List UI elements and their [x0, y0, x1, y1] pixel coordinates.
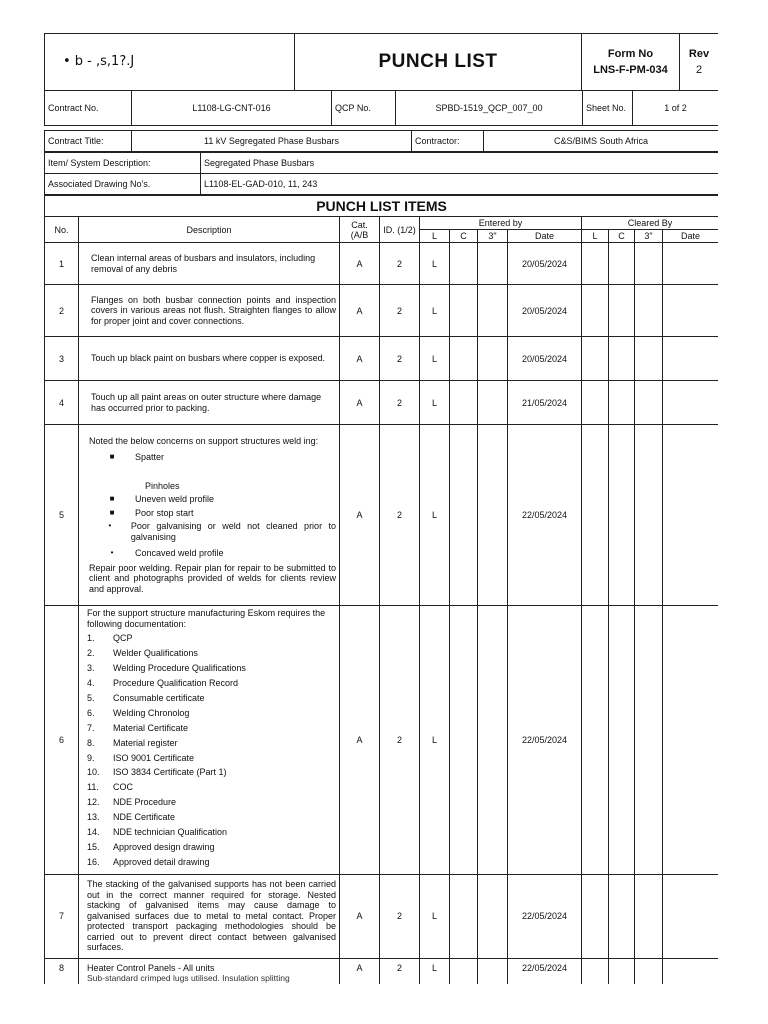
bullet-icon: ■	[109, 507, 115, 517]
col-description: Description	[79, 217, 340, 243]
list-item	[87, 693, 336, 704]
item-description	[79, 425, 340, 606]
item-entered-c	[450, 337, 478, 381]
list-number: 15.	[87, 841, 100, 852]
contract-info-table	[44, 90, 718, 126]
col-cleared-c: C	[609, 230, 635, 243]
list-item	[87, 708, 336, 719]
item-entered-3	[478, 606, 508, 875]
item-cleared-l	[582, 606, 609, 875]
item-entered-3	[478, 874, 508, 958]
item-entered-date: 21/05/2024	[508, 381, 582, 425]
item-id: 2	[380, 381, 420, 425]
list-number: 10.	[87, 767, 100, 778]
item-description: Clean internal areas of busbars and insulators, including removal of any debris	[79, 243, 340, 285]
item-description	[79, 958, 340, 984]
item-entered-l: L	[420, 958, 450, 984]
col-entered-c: C	[450, 230, 478, 243]
item-entered-l: L	[420, 606, 450, 875]
item-cleared-c	[609, 958, 635, 984]
item-cleared-3	[635, 285, 663, 337]
item-entered-3	[478, 285, 508, 337]
col-cleared-3: 3"	[635, 230, 663, 243]
item-entered-date: 22/05/2024	[508, 606, 582, 875]
list-item	[87, 723, 336, 734]
list-item-text: Welder Qualifications	[113, 648, 198, 659]
item-entered-c	[450, 381, 478, 425]
item-cleared-c	[609, 425, 635, 606]
item-description-label: Item/ System Description:	[45, 153, 201, 174]
list-item-text: Uneven weld profile	[135, 494, 215, 505]
item-category: A	[340, 425, 380, 606]
item-id: 2	[380, 243, 420, 285]
list-item	[87, 678, 336, 689]
item-category: A	[340, 243, 380, 285]
item-entered-date: 22/05/2024	[508, 874, 582, 958]
list-item-text: Welding Procedure Qualifications	[113, 663, 246, 674]
list-number: 9.	[87, 752, 95, 763]
list-item-text: Consumable certificate	[113, 692, 205, 703]
rev-value: 2	[695, 64, 703, 76]
list-item	[89, 521, 336, 542]
item-entered-l: L	[420, 874, 450, 958]
bullet-icon: •	[108, 521, 112, 531]
item-entered-l: L	[420, 425, 450, 606]
item-entered-3	[478, 958, 508, 984]
item-cleared-c	[609, 606, 635, 875]
list-item-text: Poor stop start	[135, 507, 194, 518]
punch-items-table	[44, 195, 718, 984]
list-number: 16.	[87, 856, 100, 867]
list-number: 12.	[87, 797, 100, 808]
list-item	[87, 663, 336, 674]
list-item	[87, 842, 336, 853]
item-entered-3	[478, 337, 508, 381]
item-cleared-date	[663, 958, 719, 984]
item-cleared-3	[635, 243, 663, 285]
item-entered-l: L	[420, 285, 450, 337]
list-item-text: Material register	[113, 737, 178, 748]
documentation-intro: For the support structure manufacturing Eskom requires the following documentation:	[87, 608, 326, 629]
contract-title-label: Contract Title:	[45, 131, 132, 152]
company-logo: • b - ,s,1?.J	[45, 34, 295, 91]
item-cleared-c	[609, 243, 635, 285]
col-cleared-date: Date	[663, 230, 719, 243]
item-id: 2	[380, 958, 420, 984]
contract-no-value: L1108-LG-CNT-016	[132, 91, 332, 126]
item-description: The stacking of the galvanised supports has not been carried out in the correct manner required for storage. Nested stacking of galvanised items may cause damage to galvanised surfaces due to metal to metal contact. Proper protected transport packaging methodologies should be carried out to prevent direct contact between galvanised surfaces.	[79, 874, 340, 958]
item-entered-l: L	[420, 243, 450, 285]
item-cleared-date	[663, 285, 719, 337]
contract-no-label: Contract No.	[45, 91, 132, 126]
table-row	[45, 381, 719, 425]
item-cleared-3	[635, 958, 663, 984]
weld-repair-note: Repair poor welding. Repair plan for repair to be submitted to client and photographs provided of welds for clients review and approval.	[89, 562, 336, 594]
item-cleared-l	[582, 425, 609, 606]
list-item-text: ISO 3834 Certificate (Part 1)	[113, 767, 227, 778]
table-row	[45, 874, 719, 958]
list-item	[87, 738, 336, 749]
list-number: 13.	[87, 812, 100, 823]
drawing-label: Associated Drawing No's.	[45, 174, 201, 195]
item-number: 2	[45, 285, 79, 337]
list-item-text: Poor galvanising or weld not cleaned prior to galvanising	[130, 521, 336, 542]
list-item-text: Concaved weld profile	[135, 548, 224, 559]
item-number: 5	[45, 425, 79, 606]
item-cleared-l	[582, 243, 609, 285]
list-item	[87, 753, 336, 764]
item-cleared-date	[663, 381, 719, 425]
list-number: 11.	[87, 782, 99, 793]
item-cleared-date	[663, 425, 719, 606]
bullet-icon: ■	[109, 452, 115, 462]
item-cleared-l	[582, 381, 609, 425]
list-item	[87, 767, 336, 778]
sheet-no-label: Sheet No.	[583, 91, 633, 126]
col-id: ID. (1/2)	[380, 217, 420, 243]
item-cleared-c	[609, 874, 635, 958]
list-number: 4.	[87, 678, 95, 689]
item-number: 4	[45, 381, 79, 425]
item-description: Flanges on both busbar connection points and inspection covers in various areas not flush. Straighten flanges to allow for proper joint and cover connections.	[79, 285, 340, 337]
weld-concern-list	[89, 452, 336, 559]
col-cleared-l: L	[582, 230, 609, 243]
list-number: 3.	[87, 663, 95, 674]
item-category: A	[340, 337, 380, 381]
item-entered-c	[450, 243, 478, 285]
item-entered-date: 20/05/2024	[508, 285, 582, 337]
item-entered-l: L	[420, 381, 450, 425]
list-item-text: Procedure Qualification Record	[113, 678, 239, 689]
bullet-icon: •	[110, 548, 114, 558]
list-item-text: ISO 9001 Certificate	[113, 752, 195, 763]
item-entered-date: 20/05/2024	[508, 337, 582, 381]
col-entered-l: L	[420, 230, 450, 243]
item-entered-date: 22/05/2024	[508, 425, 582, 606]
item-entered-3	[478, 381, 508, 425]
item-cleared-date	[663, 243, 719, 285]
list-item-text: Material Certificate	[113, 722, 189, 733]
item-cleared-l	[582, 285, 609, 337]
item-id: 2	[380, 285, 420, 337]
item-entered-c	[450, 958, 478, 984]
contract-title-value: 11 kV Segregated Phase Busbars	[132, 131, 412, 152]
list-number: 2.	[87, 648, 95, 659]
list-item	[87, 857, 336, 868]
list-item-text: Approved design drawing	[113, 841, 215, 852]
item-entered-3	[478, 425, 508, 606]
list-item	[87, 633, 336, 644]
heater-panels-note: Sub-standard crimped lugs utilised. Insulation splitting	[87, 973, 290, 984]
punch-list-form	[44, 33, 718, 984]
list-item	[87, 648, 336, 659]
bullet-icon: ■	[109, 494, 115, 504]
list-number: 7.	[87, 722, 95, 733]
list-item-text: QCP	[113, 633, 133, 644]
section-title: PUNCH LIST ITEMS	[45, 196, 719, 217]
table-row	[45, 243, 719, 285]
table-row	[45, 337, 719, 381]
table-row	[45, 606, 719, 875]
list-item	[87, 812, 336, 823]
item-description-value: Segregated Phase Busbars	[201, 153, 719, 174]
col-entered-date: Date	[508, 230, 582, 243]
contract-title-table	[44, 130, 718, 152]
form-no-value: LNS-F-PM-034	[593, 64, 668, 76]
heater-panels-title: Heater Control Panels - All units	[87, 962, 215, 973]
list-item-text: Approved detail drawing	[113, 856, 210, 867]
list-item	[89, 494, 336, 505]
qcp-no-label: QCP No.	[332, 91, 396, 126]
list-item-text: Pinholes	[145, 480, 180, 491]
list-item	[87, 782, 336, 793]
item-cleared-date	[663, 874, 719, 958]
item-entered-l: L	[420, 337, 450, 381]
list-item	[89, 481, 336, 492]
list-item	[89, 548, 336, 559]
item-cleared-3	[635, 425, 663, 606]
col-entered-by: Entered by	[420, 217, 582, 230]
item-description: Touch up all paint areas on outer structure where damage has occurred prior to packing.	[79, 381, 340, 425]
item-cleared-3	[635, 381, 663, 425]
item-cleared-date	[663, 337, 719, 381]
item-cleared-3	[635, 337, 663, 381]
list-number: 6.	[87, 707, 95, 718]
item-entered-date: 20/05/2024	[508, 243, 582, 285]
list-item-text: Spatter	[135, 452, 165, 463]
item-entered-c	[450, 606, 478, 875]
item-cleared-l	[582, 337, 609, 381]
item-cleared-l	[582, 958, 609, 984]
sheet-no-value: 1 of 2	[633, 91, 719, 126]
qcp-no-value: SPBD-1519_QCP_007_00	[396, 91, 583, 126]
weld-concerns-intro: Noted the below concerns on support structures weld ing:	[89, 435, 319, 446]
form-number-cell	[582, 34, 680, 91]
item-id: 2	[380, 874, 420, 958]
item-id: 2	[380, 606, 420, 875]
item-cleared-c	[609, 337, 635, 381]
item-number: 3	[45, 337, 79, 381]
list-number: 1.	[87, 633, 95, 644]
table-row	[45, 425, 719, 606]
item-cleared-date	[663, 606, 719, 875]
col-entered-3: 3"	[478, 230, 508, 243]
list-item-text: NDE Certificate	[113, 812, 176, 823]
item-cleared-3	[635, 874, 663, 958]
contractor-label: Contractor:	[412, 131, 484, 152]
item-entered-date: 22/05/2024	[508, 958, 582, 984]
item-category: A	[340, 381, 380, 425]
list-item-text: COC	[113, 782, 133, 793]
item-entered-c	[450, 874, 478, 958]
item-category: A	[340, 606, 380, 875]
list-item	[89, 452, 336, 463]
table-row	[45, 958, 719, 984]
item-cleared-c	[609, 285, 635, 337]
table-row	[45, 285, 719, 337]
list-item	[87, 797, 336, 808]
drawing-value: L1108-EL-GAD-010, 11, 243	[201, 174, 719, 195]
item-number: 6	[45, 606, 79, 875]
list-item-text: NDE Procedure	[113, 797, 177, 808]
col-cleared-by: Cleared By	[582, 217, 719, 230]
item-entered-c	[450, 425, 478, 606]
list-item-text: Welding Chronolog	[113, 707, 190, 718]
item-entered-c	[450, 285, 478, 337]
item-number: 8	[45, 958, 79, 984]
list-number: 5.	[87, 692, 95, 703]
col-category: Cat. (A/B	[340, 217, 380, 243]
form-no-label: Form No	[607, 48, 654, 60]
list-item	[87, 827, 336, 838]
item-description	[79, 606, 340, 875]
page-title: PUNCH LIST	[295, 34, 582, 91]
item-category: A	[340, 285, 380, 337]
item-number: 1	[45, 243, 79, 285]
item-category: A	[340, 874, 380, 958]
item-cleared-3	[635, 606, 663, 875]
item-cleared-c	[609, 381, 635, 425]
documentation-list	[87, 633, 336, 867]
header-table	[44, 33, 718, 91]
revision-cell	[680, 34, 719, 91]
item-category: A	[340, 958, 380, 984]
item-id: 2	[380, 425, 420, 606]
item-entered-3	[478, 243, 508, 285]
contractor-value: C&S/BIMS South Africa	[484, 131, 719, 152]
rev-label: Rev	[688, 48, 710, 60]
item-number: 7	[45, 874, 79, 958]
system-info-table	[44, 152, 718, 195]
item-cleared-l	[582, 874, 609, 958]
item-description: Touch up black paint on busbars where copper is exposed.	[79, 337, 340, 381]
list-number: 8.	[87, 737, 95, 748]
list-item	[89, 508, 336, 519]
list-item-text: NDE technician Qualification	[113, 826, 228, 837]
list-number: 14.	[87, 826, 100, 837]
item-id: 2	[380, 337, 420, 381]
col-no: No.	[45, 217, 79, 243]
